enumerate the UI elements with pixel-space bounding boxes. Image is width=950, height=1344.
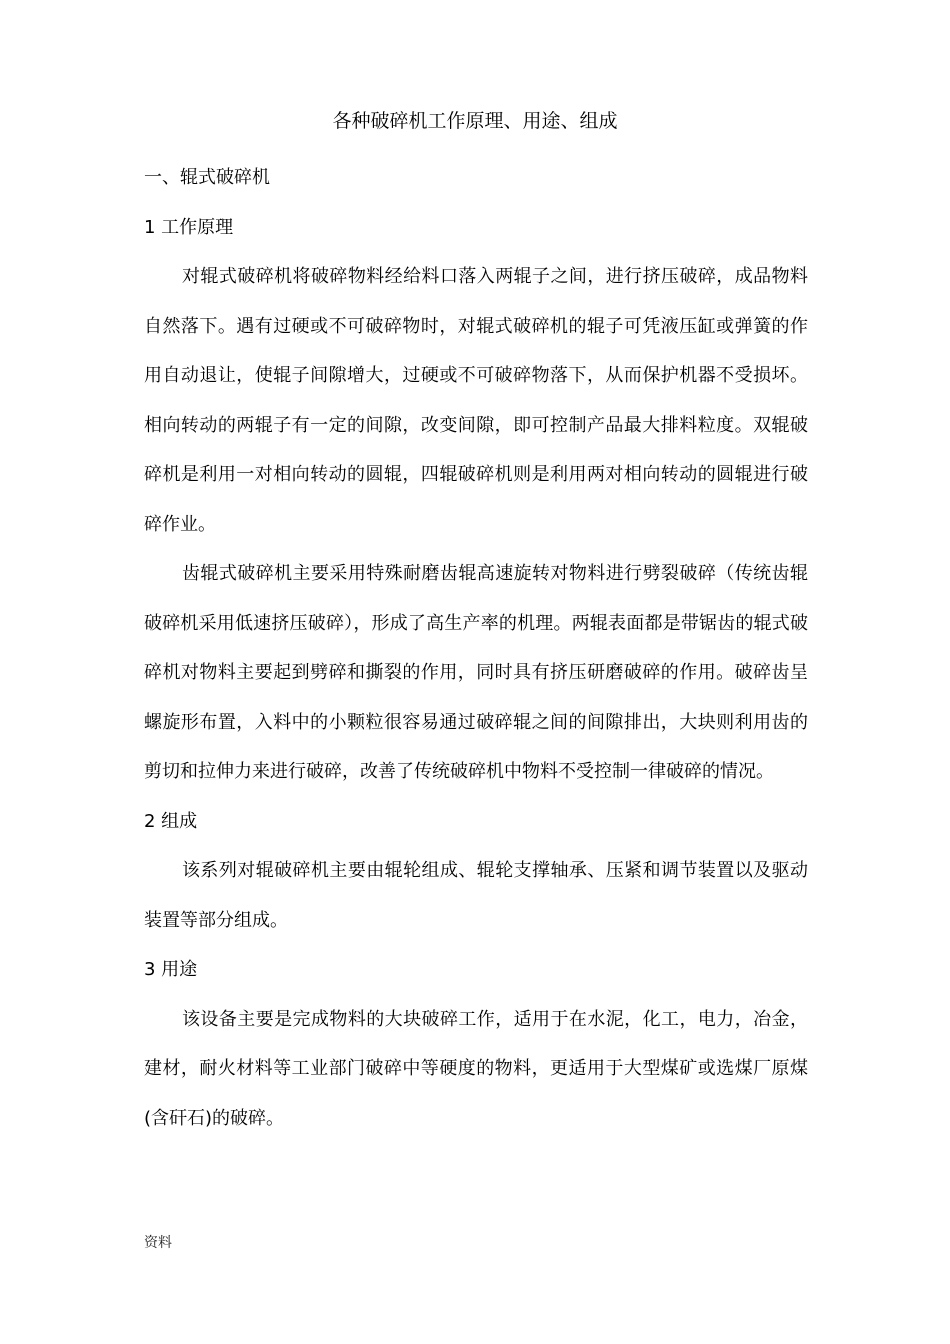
subheading-usage: 3 用途 [144,959,198,980]
paragraph-usage: 该设备主要是完成物料的大块破碎工作，适用于在水泥，化工，电力，冶金，建材，耐火材料等工业部门破碎中等硬度的物料，更适用于大型煤矿或选煤厂原煤(含矸石)的破碎。 [144,1008,808,1129]
subheading-working-principle: 1 工作原理 [144,216,234,238]
paragraph-double-roller-principle: 对辊式破碎机将破碎物料经给料口落入两辊子之间，进行挤压破碎，成品物料自然落下。遇有过硬或不可破碎物时，对辊式破碎机的辊子可凭液压缸或弹簧的作用自动退让，使辊子间隙增大，过硬或不可破碎物落下，从而保护机器不受损坏。相向转动的两辊子有一定的间隙，改变间隙，即可控制产品最大排料粒度。双辊破碎机是利用一对相向转动的圆辊，四辊破碎机则是利用两对相向转动的圆辊进行破碎作业。 [144,266,808,535]
section-heading-roller-crusher: 一、辊式破碎机 [144,167,270,188]
document-body [144,153,808,1143]
document-title: 各种破碎机工作原理、用途、组成 [332,110,618,132]
paragraph-toothed-roller-principle: 齿辊式破碎机主要采用特殊耐磨齿辊高速旋转对物料进行劈裂破碎（传统齿辊破碎机采用低速挤压破碎），形成了高生产率的机理。两辊表面都是带锯齿的辊式破碎机对物料主要起到劈碎和撕裂的作用，同时具有挤压研磨破碎的作用。破碎齿呈螺旋形布置，入料中的小颗粒很容易通过破碎辊之间的间隙排出，大块则利用齿的剪切和拉伸力来进行破碎，改善了传统破碎机中物料不受控制一律破碎的情况。 [144,563,808,782]
page-footer: 资料 [144,1235,172,1251]
paragraph-composition: 该系列对辊破碎机主要由辊轮组成、辊轮支撑轴承、压紧和调节装置以及驱动装置等部分组成。 [144,860,808,931]
subheading-composition: 2 组成 [144,810,198,832]
